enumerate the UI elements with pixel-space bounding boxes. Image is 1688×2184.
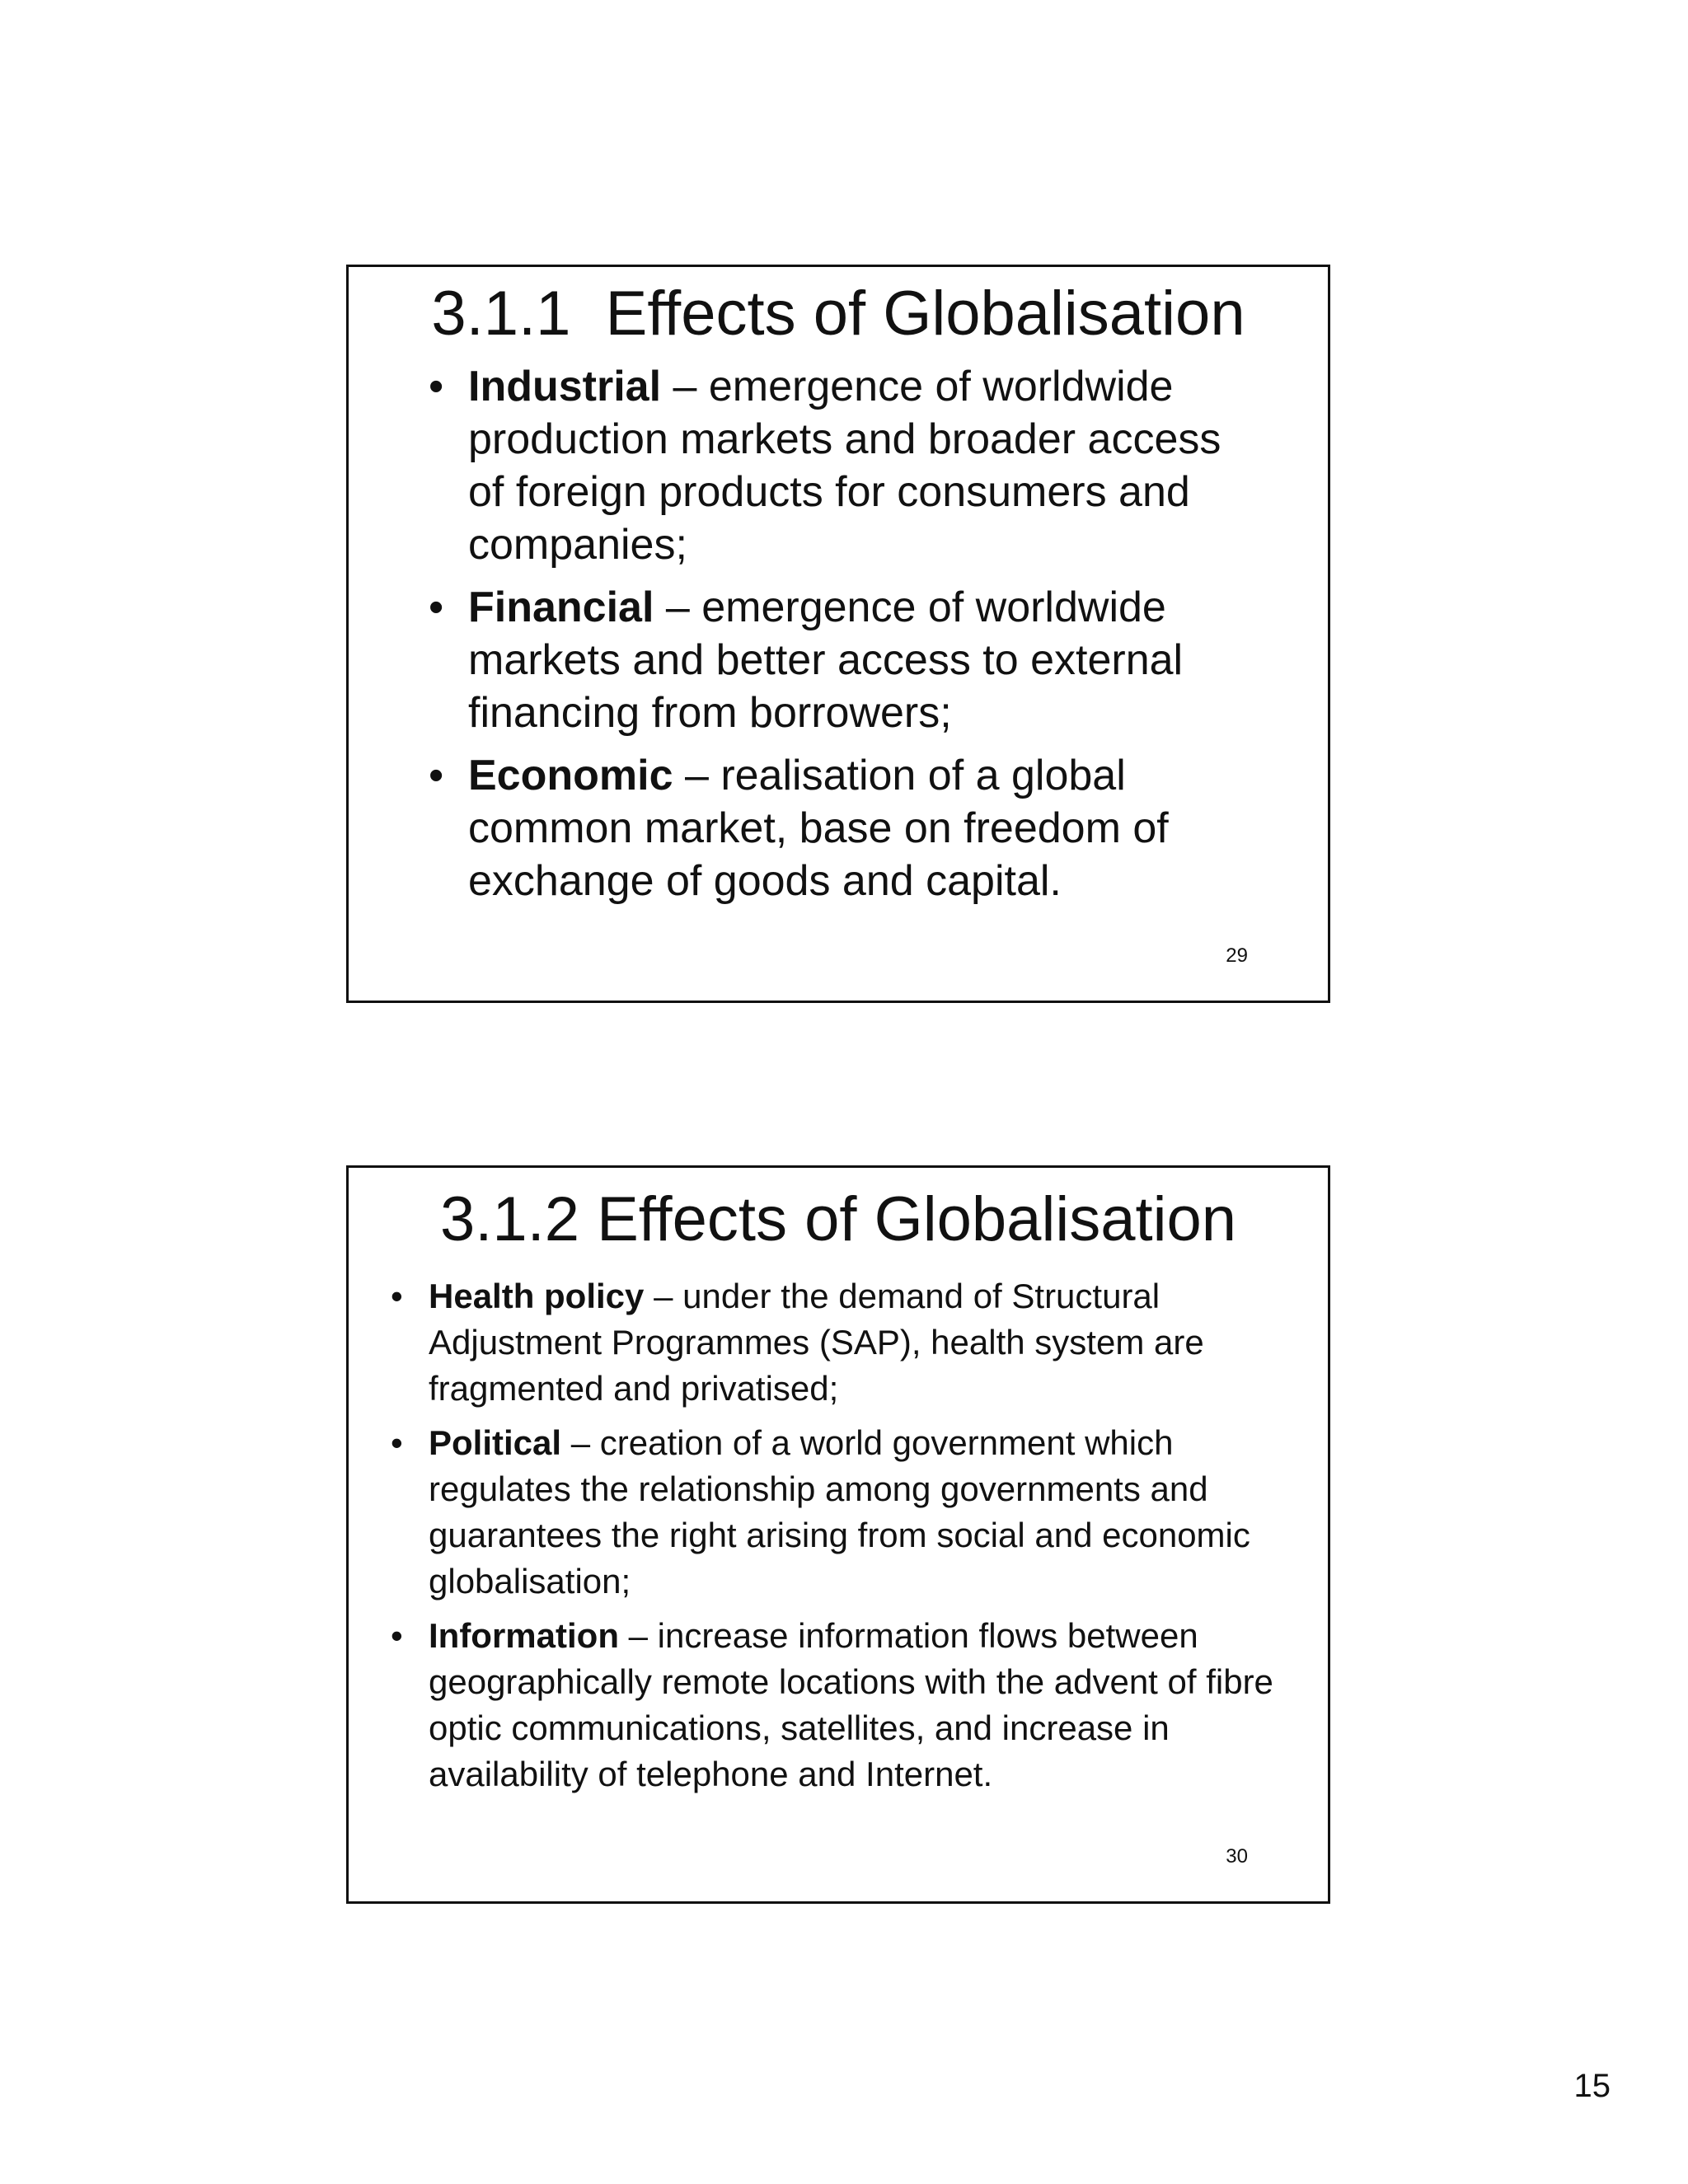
- bullet-text: – realisation of a global common market, base on freedom of exchange of goods and capital.: [468, 752, 1169, 905]
- slide-title: 3.1.1 Effects of Globalisation: [431, 279, 1245, 349]
- bullet-dot-icon: •: [391, 1616, 403, 1655]
- bullet-term: Health policy: [429, 1277, 645, 1315]
- slide-number: 30: [1226, 1845, 1248, 1868]
- bullet-dot-icon: •: [429, 752, 444, 799]
- bullet-item-health-policy: [391, 1273, 1319, 1412]
- slide-30: [346, 1165, 1330, 1904]
- bullet-dot-icon: •: [429, 583, 444, 631]
- bullet-list: [429, 360, 1259, 917]
- bullet-text: – increase information flows between geographically remote locations with the advent of fibre optic communications, satellites, and increase in availability of telephone and Internet.: [429, 1616, 1273, 1793]
- slide-29: [346, 265, 1330, 1003]
- bullet-text: – emergence of worldwide markets and better access to external financing from borrowers;: [468, 583, 1184, 737]
- bullet-dot-icon: •: [391, 1277, 403, 1315]
- bullet-term: Political: [429, 1423, 562, 1462]
- slide-title: 3.1.2 Effects of Globalisation: [439, 1184, 1237, 1254]
- bullet-item-financial: [429, 581, 1259, 739]
- bullet-term: Industrial: [468, 363, 662, 410]
- bullet-term: Financial: [468, 583, 654, 631]
- bullet-dot-icon: •: [429, 363, 444, 410]
- bullet-term: Economic: [468, 752, 673, 799]
- bullet-term: Information: [429, 1616, 619, 1655]
- bullet-item-economic: [429, 749, 1259, 907]
- bullet-text: – emergence of worldwide production markets and broader access of foreign products for consumers and companies;: [468, 363, 1221, 569]
- bullet-text: – creation of a world government which regulates the relationship among governments and guarantees the right arising from social and economic globalisation;: [429, 1423, 1250, 1601]
- bullet-item-industrial: [429, 360, 1259, 571]
- bullet-item-political: [391, 1420, 1319, 1605]
- bullet-dot-icon: •: [391, 1423, 403, 1462]
- bullet-list: [391, 1273, 1319, 1806]
- page-number: 15: [1573, 2068, 1611, 2104]
- slide-number: 29: [1226, 944, 1248, 967]
- bullet-text: – under the demand of Structural Adjustment Programmes (SAP), health system are fragmented and privatised;: [429, 1277, 1204, 1408]
- bullet-item-information: [391, 1613, 1319, 1797]
